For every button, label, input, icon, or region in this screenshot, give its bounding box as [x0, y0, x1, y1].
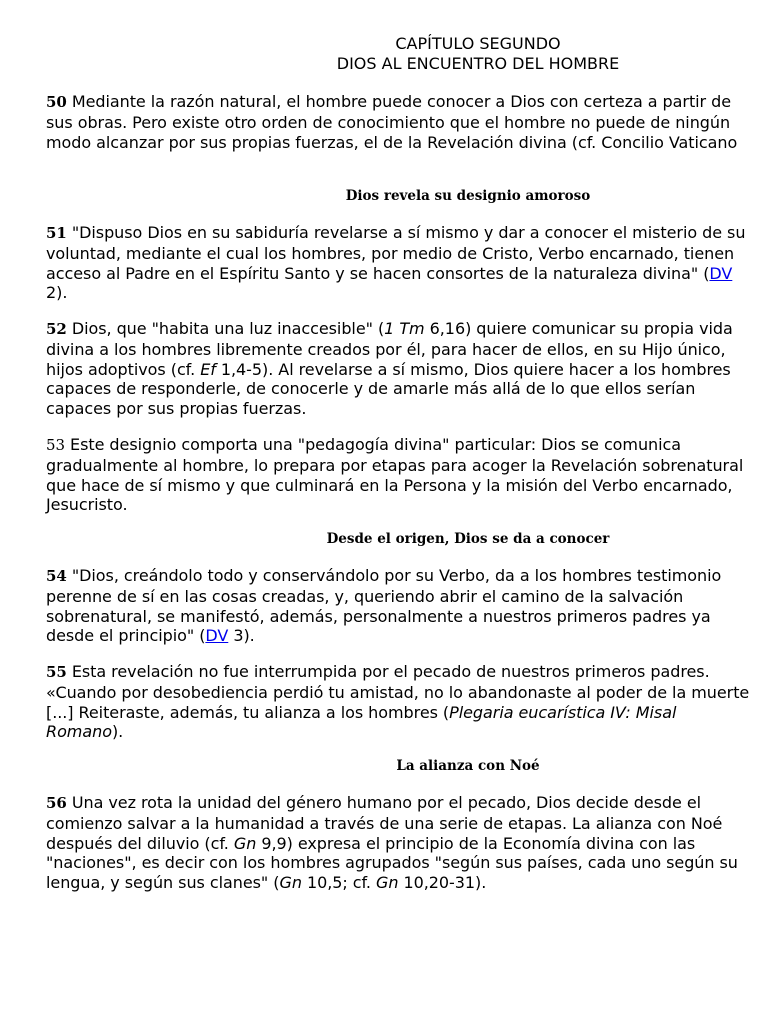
- section-heading-noe: La alianza con Noé: [396, 758, 540, 774]
- paragraph-number: 55: [46, 663, 67, 681]
- paragraph-text-tail: 3).: [228, 626, 255, 646]
- paragraph-50: [46, 92, 756, 152]
- citation-italic: Ef: [200, 359, 216, 379]
- citation-italic: 1 Tm: [384, 319, 425, 338]
- paragraph-text: 10,5; cf.: [301, 873, 376, 893]
- paragraph-text-tail: ).: [111, 722, 124, 742]
- paragraph-53: [46, 435, 756, 515]
- paragraph-number: 56: [46, 794, 67, 812]
- dv-reference-link[interactable]: DV: [205, 626, 229, 646]
- chapter-number: CAPÍTULO SEGUNDO: [395, 34, 561, 53]
- paragraph-text: Mediante la razón natural, el hombre puede conocer a Dios con certeza a partir de sus obras. Pero existe otro orden de conocimiento que el hombre no puede de ningún modo alcanzar por sus propias fuerzas, el de la Revelación divina (cf. Concilio Vaticano: [46, 92, 738, 152]
- citation-italic: Gn: [233, 833, 257, 853]
- chapter-title: DIOS AL ENCUENTRO DEL HOMBRE: [336, 54, 620, 73]
- paragraph-51: [46, 223, 756, 303]
- paragraph-text: "Dispuso Dios en su sabiduría revelarse a sí mismo y dar a conocer el misterio de su voluntad, mediante el cual los hombres, por medio de Cristo, Verbo encarnado, tienen acceso al Padre en el Espíritu Santo y se hacen consortes de la naturaleza divina" (: [46, 223, 746, 283]
- paragraph-text: Una vez rota la unidad del género humano por el pecado, Dios decide desde el comienzo salvar a la humanidad a través de una serie de etapas. La alianza con Noé después del diluvio (cf.: [46, 793, 723, 853]
- paragraph-number: 53: [46, 436, 65, 454]
- paragraph-text-tail: 10,20-31).: [398, 873, 487, 893]
- section-heading-origen: Desde el origen, Dios se da a conocer: [326, 531, 610, 547]
- section-heading-designio: Dios revela su designio amoroso: [345, 188, 591, 204]
- paragraph-52: [46, 319, 756, 419]
- paragraph-text: Esta revelación no fue interrumpida por el pecado de nuestros primeros padres. «Cuando por desobediencia perdió tu amistad, no lo abandonaste al poder de la muerte [...] Reiteraste, además, tu alianza a los hombres (: [46, 662, 750, 722]
- paragraph-text: "Dios, creándolo todo y conservándolo por su Verbo, da a los hombres testimonio perenne de sí en las cosas creadas, y, queriendo abrir el camino de la salvación sobrenatural, se manifestó, además, personalmente a nuestros primeros padres ya desde el principio" (: [46, 566, 722, 646]
- paragraph-number: 51: [46, 224, 67, 242]
- paragraph-text: Dios, que "habita una luz inaccesible" (: [66, 319, 385, 338]
- paragraph-number: 50: [46, 93, 67, 111]
- citation-italic: Plegaria eucarística IV: Misal Romano: [46, 702, 677, 742]
- paragraph-text: 6,16) quiere comunicar su propia vida divina a los hombres libremente creados por él, para hacer de ellos, en su Hijo único, hijos adoptivos (cf.: [46, 319, 733, 379]
- paragraph-54: [46, 566, 756, 646]
- dv-reference-link[interactable]: DV: [709, 263, 733, 283]
- paragraph-55: [46, 662, 756, 742]
- citation-italic: Gn: [279, 873, 302, 893]
- paragraph-number: 54: [46, 567, 67, 585]
- paragraph-text: 9,9) expresa el principio de la Economía divina con las "naciones", es decir con los hombres agrupados "según sus países, cada uno según su lengua, y según sus clanes" (: [46, 833, 738, 893]
- paragraph-56: [46, 793, 756, 893]
- paragraph-text: Este designio comporta una "pedagogía divina" particular: Dios se comunica gradualmente al hombre, lo prepara por etapas para acoger la Revelación sobrenatural que hace de sí mismo y que culminará en la Persona y la misión del Verbo encarnado, Jesucristo.: [46, 435, 744, 515]
- citation-italic: Gn: [376, 873, 399, 893]
- paragraph-text-tail: 2).: [46, 283, 68, 303]
- paragraph-text: 1,4-5). Al revelarse a sí mismo, Dios quiere hacer a los hombres capaces de responderle, de conocerle y de amarle más allá de lo que ellos serían capaces por sus propias fuerzas.: [46, 359, 731, 419]
- paragraph-number: 52: [46, 320, 67, 338]
